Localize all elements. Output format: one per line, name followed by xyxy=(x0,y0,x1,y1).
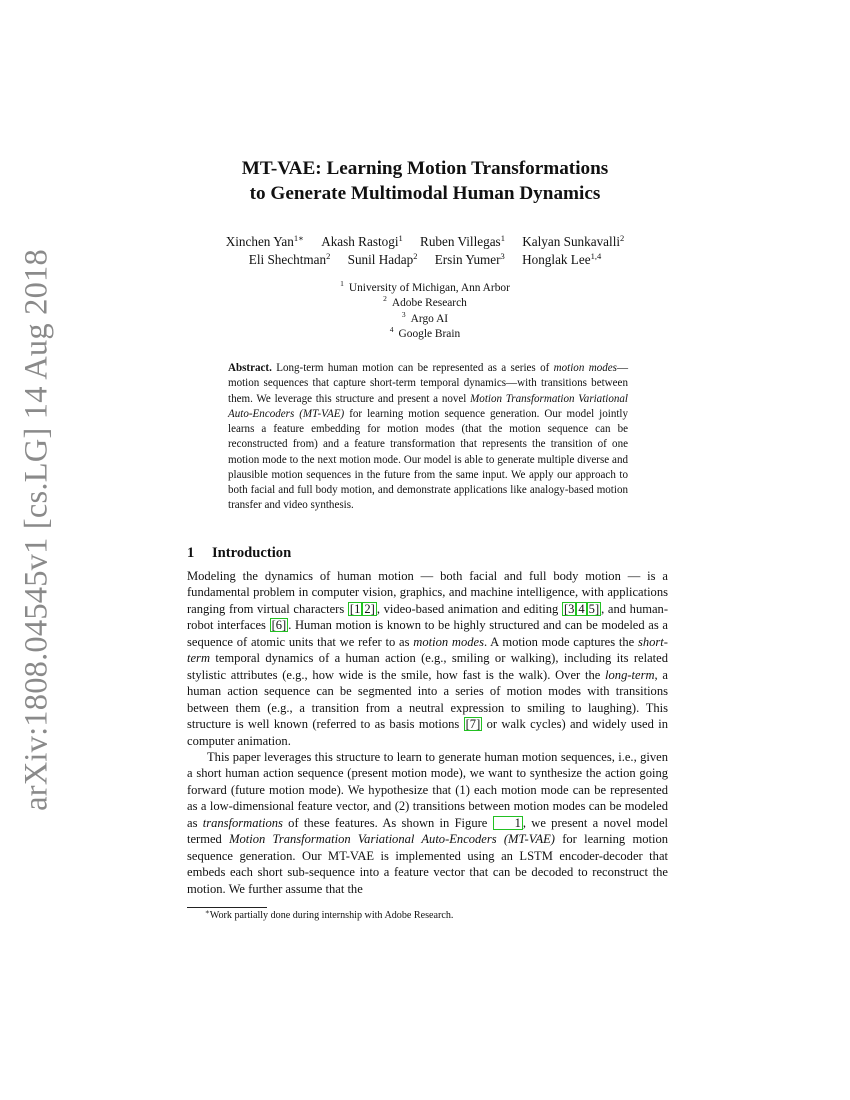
citation-link[interactable]: [6] xyxy=(271,618,287,633)
author: Ersin Yumer$^3$ xyxy=(434,251,505,267)
paragraph: This paper leverages this structure to learn to generate human motion sequences, i.e., given a short human action sequence (present motion mode), we want to synthesize the action going forward (future motion mode). We hypothesize that (1) each motion mode can be represented as a low-dimensional feature vector, and (2) transitions between motion modes can be modeled as transformations of these features. As shown in Figure 1 , we present a novel model termed Motion Transformation Variational Auto-Encoders (MT-VAE) for learning motion sequence generation. Our MT-VAE is implemented using an LSTM encoder-decoder that embeds each short sub-sequence into a feature vector that can be decoded to reconstruct the motion. We further assume that the xyxy=(187,749,668,896)
author: Akash Rastogi$^1$ xyxy=(321,233,403,249)
title-line-1: MT-VAE: Learning Motion Transformations xyxy=(241,158,609,179)
paper-title xyxy=(0,156,850,206)
title-line-2: to Generate Multimodal Human Dynamics xyxy=(249,183,601,204)
arxiv-identifier-stamp: arXiv:1808.04545v1 [cs.LG] 14 Aug 2018 xyxy=(18,249,55,811)
section-heading-introduction xyxy=(187,545,291,562)
introduction-body xyxy=(187,568,668,897)
citation-link[interactable]: [1 xyxy=(349,601,361,616)
author-row-2 xyxy=(0,251,850,269)
author: Eli Shechtman$^2$ xyxy=(248,251,331,267)
affiliation: $^2$ Adobe Research xyxy=(383,294,467,310)
figure-reference-link[interactable]: 1 xyxy=(493,816,523,830)
abstract: Abstract. Long-term human motion can be represented as a series of motion modes—motion sequences that capture short-term temporal dynamics—with transitions between them. We leverage this structure and present a novel Motion Transformation Variational Auto-Encoders (MT-VAE) for learning motion sequence generation. Our model jointly learns a feature embedding for motion modes (that the motion sequence can be reconstructed from) and a feature transformation that represents the transition of one motion mode to the next motion mode. Our model is able to generate multiple diverse and plausible motion sequences in the future from the same input. We apply our approach to both facial and full body motion, and demonstrate applications like analogy-based motion transfer and video synthesis. xyxy=(228,362,628,512)
citation-link[interactable]: 2] xyxy=(364,601,375,616)
author: Xinchen Yan$^{1∗}$ xyxy=(225,233,304,249)
affiliation-list xyxy=(0,281,850,342)
author: Honglak Lee$^{1,4}$ xyxy=(522,251,602,267)
footnote: ∗Work partially done during internship with Adobe Research. xyxy=(205,908,454,921)
citation-link[interactable]: 5] xyxy=(588,601,600,616)
abstract-label: Abstract. xyxy=(228,362,272,374)
section-number: 1 xyxy=(187,545,195,561)
author: Sunil Hadap$^2$ xyxy=(347,251,418,267)
citation-link[interactable]: [3 xyxy=(563,601,575,616)
section-title: Introduction xyxy=(212,545,292,561)
footnote-divider xyxy=(187,907,267,908)
author: Kalyan Sunkavalli$^2$ xyxy=(522,233,625,249)
affiliation: $^3$ Argo AI xyxy=(401,309,449,325)
author-list xyxy=(0,233,850,269)
author-row-1 xyxy=(0,233,850,251)
author: Ruben Villegas$^1$ xyxy=(420,233,505,249)
citation-link[interactable]: 4 xyxy=(578,601,585,616)
affiliation: $^4$ Google Brain xyxy=(389,324,461,340)
citation-link[interactable]: [7] xyxy=(465,717,481,732)
paragraph: Modeling the dynamics of human motion — both facial and full body motion — is a fundamental problem in computer vision, graphics, and machine intelligence, with applications ranging from virtual characters [1 2] , video-based animation and editing [3 4 5] , and human-robot interfaces [6] . Human motion is known to be highly structured and can be modeled as a sequence of atomic units that we refer to as motion modes. A motion mode captures the short-term temporal dynamics of a human action (e.g., smiling or walking), including its related stylistic attributes (e.g., how wide is the smile, how fast is the walk). Over the long-term, a human action sequence can be segmented into a series of motion modes with transitions between them (e.g., a transition from a neutral expression to smiling to laughing). This structure is well known (referred to as basis motions [7] or walk cycles) and widely used in computer animation. xyxy=(187,569,668,748)
affiliation: $^1$ University of Michigan, Ann Arbor xyxy=(340,279,510,294)
